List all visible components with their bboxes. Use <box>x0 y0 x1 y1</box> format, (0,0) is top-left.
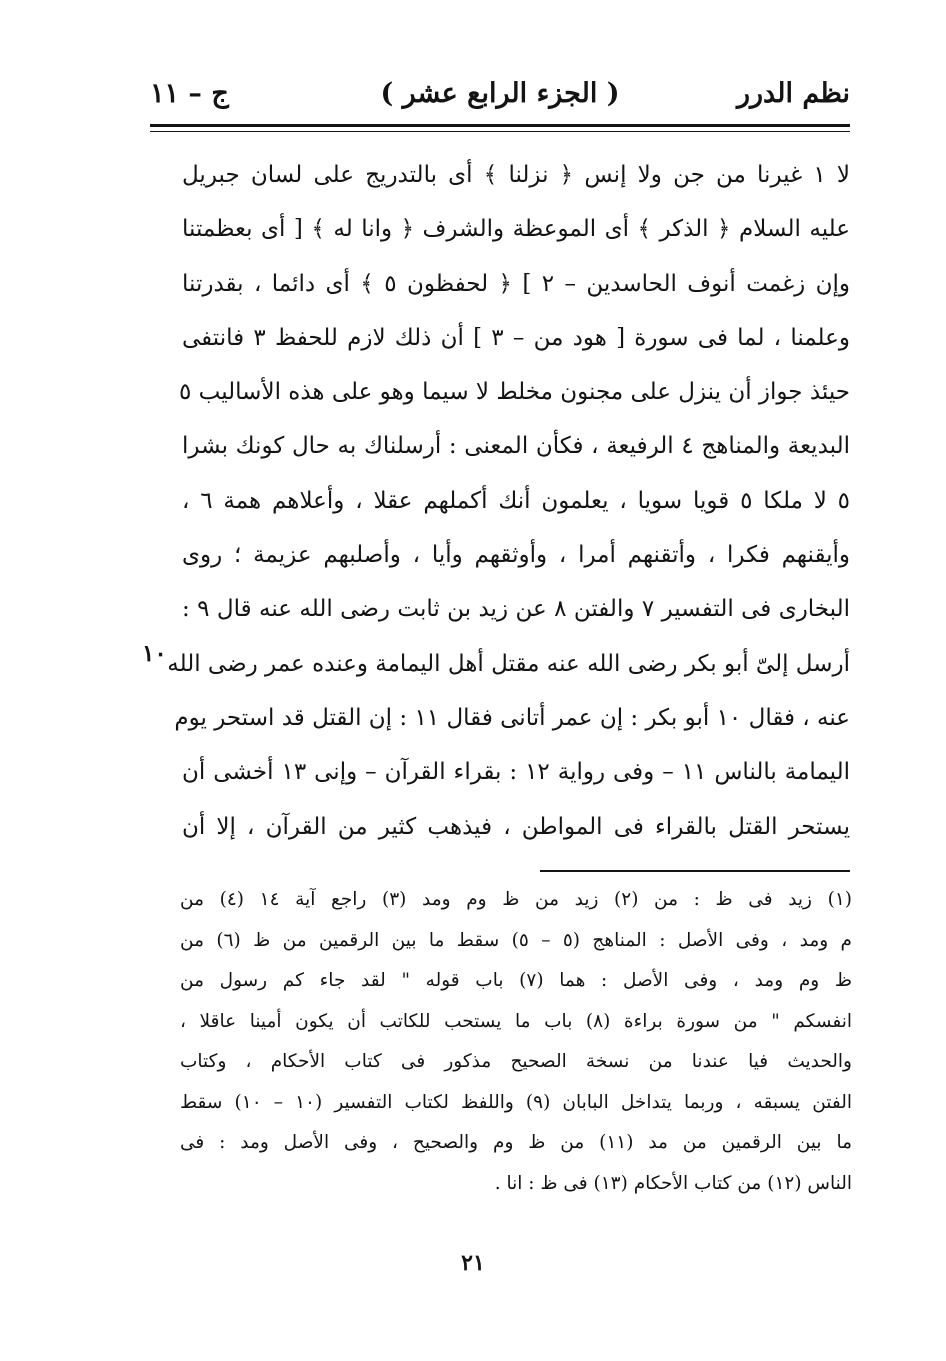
footnote-line: الفتن يسبقه ، وربما يتداخل البابان (٩) واللفظ لكتاب التفسير (١٠ – ١٠) سقط <box>180 1091 852 1113</box>
text-line: أرسل إلىّ أبو بكر رضى الله عنه مقتل أهل اليمامة وعنده عمر رضى الله <box>167 650 850 677</box>
text-line: وإن زغمت أنوف الحاسدين – ٢ ] ﴿ لحفظون ٥ ﴾ أى دائما ، بقدرتنا <box>182 270 850 297</box>
text-line: اليمامة بالناس ١١ – وفى رواية ١٢ : بقراء القرآن – وإنى ١٣ أخشى أن <box>182 759 851 786</box>
book-title: نظم الدرر <box>736 78 850 109</box>
text-line: البخارى فى التفسير ٧ والفتن ٨ عن زيد بن ثابت رضى الله عنه قال ٩ : <box>182 596 850 623</box>
line-number-marker: ١٠ <box>142 640 167 667</box>
text-line: وأيقنهم فكرا ، وأتقنهم أمرا ، وأوثقهم وأيا ، وأصلبهم عزيمة ؛ روى <box>182 542 850 569</box>
text-line: البديعة والمناهج ٤ الرفيعة ، فكأن المعنى : أرسلناك به حال كونك بشرا <box>182 433 850 460</box>
text-line: وعلمنا ، لما فى سورة [ هود من – ٣ ] أن ذلك لازم للحفظ ٣ فانتفى <box>182 324 851 351</box>
footnote-line: والحديث فيا عندنا من نسخة الصحيح مذكور فى كتاب الأحكام ، وكتاب <box>180 1051 852 1072</box>
text-line: حيئذ جواز أن ينزل على مجنون مخلط لا سيما وهو على هذه الأساليب ٥ <box>178 379 850 406</box>
volume-reference: ج – ١١ <box>150 78 229 109</box>
page-number: ٢١ <box>461 1250 485 1276</box>
text-line: عنه ، فقال ١٠ أبو بكر : إن عمر أتانى فقال ١١ : إن القتل قد استحر يوم <box>174 704 850 731</box>
text-line: لا ١ غيرنا من جن ولا إنس ﴿ نزلنا ﴾ أى بالتدريج على لسان جبريل <box>182 162 850 188</box>
text-line: ٥ لا ملكا ٥ قويا سويا ، يعلمون أنك أكملهم عقلا ، وأعلاهم همة ٦ ، <box>182 487 851 514</box>
part-title: ( الجزء الرابع عشر ) <box>380 78 620 109</box>
footnote-line: ما بين الرقمين من مد (١١) من ظ وم والصحيح ، وفى الأصل ومد : فى <box>180 1132 852 1153</box>
footnote-line: (١) زيد فى ظ : من (٢) زيد من ظ وم ومد (٣) راجع آية ١٤ (٤) من <box>180 889 853 910</box>
text-line: عليه السلام ﴿ الذكر ﴾ أى الموعظة والشرف ﴿ وانا له ﴾ [ أى بعظمتنا <box>182 216 850 243</box>
main-text-block <box>167 148 851 854</box>
text-line: يستحر القتل بالقراء فى المواطن ، فيذهب كثير من القرآن ، إلا أن <box>182 813 850 840</box>
header-rule-thin <box>150 131 850 132</box>
footnote-line: الناس (١٢) من كتاب الأحكام (١٣) فى ظ : انا . <box>494 1172 852 1194</box>
footnote-separator <box>540 870 850 872</box>
footnotes-block <box>180 880 852 1204</box>
footnote-line: م ومد ، وفى الأصل : المناهج (٥ – ٥) سقط ما بين الرقمين من ظ (٦) من <box>180 929 853 951</box>
footnote-line: ظ وم ومد ، وفى الأصل : هما (٧) باب قوله " لقد جاء كم رسول من <box>180 970 853 991</box>
footnote-line: انفسكم " من سورة براءة (٨) باب ما يستحب للكاتب أن يكون أمينا عاقلا ، <box>180 1010 853 1032</box>
running-head <box>150 78 850 118</box>
header-rule-thick <box>150 124 850 127</box>
